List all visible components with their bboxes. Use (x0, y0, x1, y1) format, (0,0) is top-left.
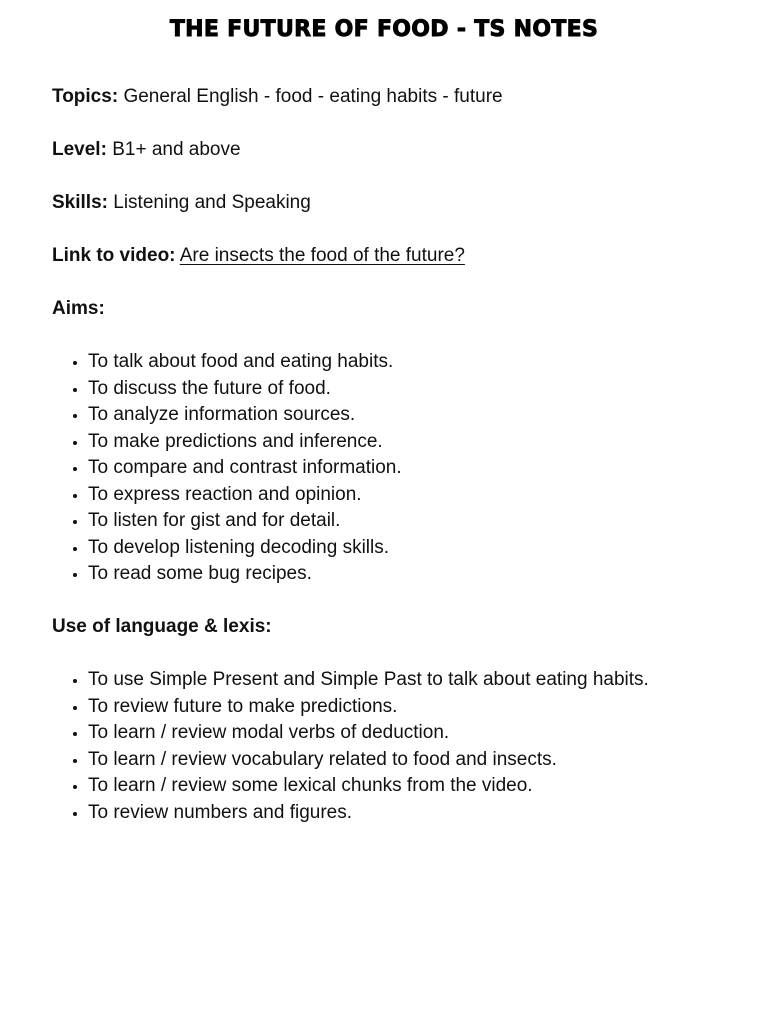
level-value: B1+ and above (112, 139, 241, 160)
language-list-item: • To learn / review vocabulary related to food and insects. (88, 747, 728, 774)
aims-list-item: • To listen for gist and for detail. (88, 508, 728, 535)
level-field (52, 137, 728, 164)
language-list-item: • To learn / review modal verbs of deduction. (88, 720, 728, 747)
language-heading: Use of language & lexis: (52, 616, 272, 637)
language-list-item: • To use Simple Present and Simple Past to talk about eating habits. (88, 667, 728, 694)
video-link[interactable]: Are insects the food of the future? (179, 245, 465, 266)
aims-list-item: • To analyze information sources. (88, 402, 728, 429)
page-title: THE FUTURE OF FOOD - TS NOTES (169, 17, 599, 42)
aims-list-item: • To talk about food and eating habits. (88, 349, 728, 376)
aims-heading: Aims: (52, 298, 105, 319)
aims-list-item: • To compare and contrast information. (88, 455, 728, 482)
video-label: Link to video: (52, 245, 176, 266)
aims-list-item: • To make predictions and inference. (88, 429, 728, 456)
language-list-item: • To review future to make predictions. (88, 694, 728, 721)
video-field (52, 243, 728, 270)
level-label: Level: (52, 139, 107, 160)
topics-label: Topics: (52, 86, 119, 107)
skills-field (52, 190, 728, 217)
aims-list (52, 349, 728, 588)
aims-list-item: • To express reaction and opinion. (88, 482, 728, 509)
skills-label: Skills: (52, 192, 108, 213)
skills-value: Listening and Speaking (113, 192, 311, 213)
language-list-item: • To review numbers and figures. (88, 800, 728, 827)
aims-list-item: • To discuss the future of food. (88, 376, 728, 403)
notes-content (52, 84, 728, 826)
aims-list-item: • To read some bug recipes. (88, 561, 728, 588)
topics-value: General English - food - eating habits - future (123, 86, 503, 107)
topics-field (52, 84, 728, 111)
aims-list-item: • To develop listening decoding skills. (88, 535, 728, 562)
language-list (52, 667, 728, 826)
language-list-item: • To learn / review some lexical chunks from the video. (88, 773, 728, 800)
